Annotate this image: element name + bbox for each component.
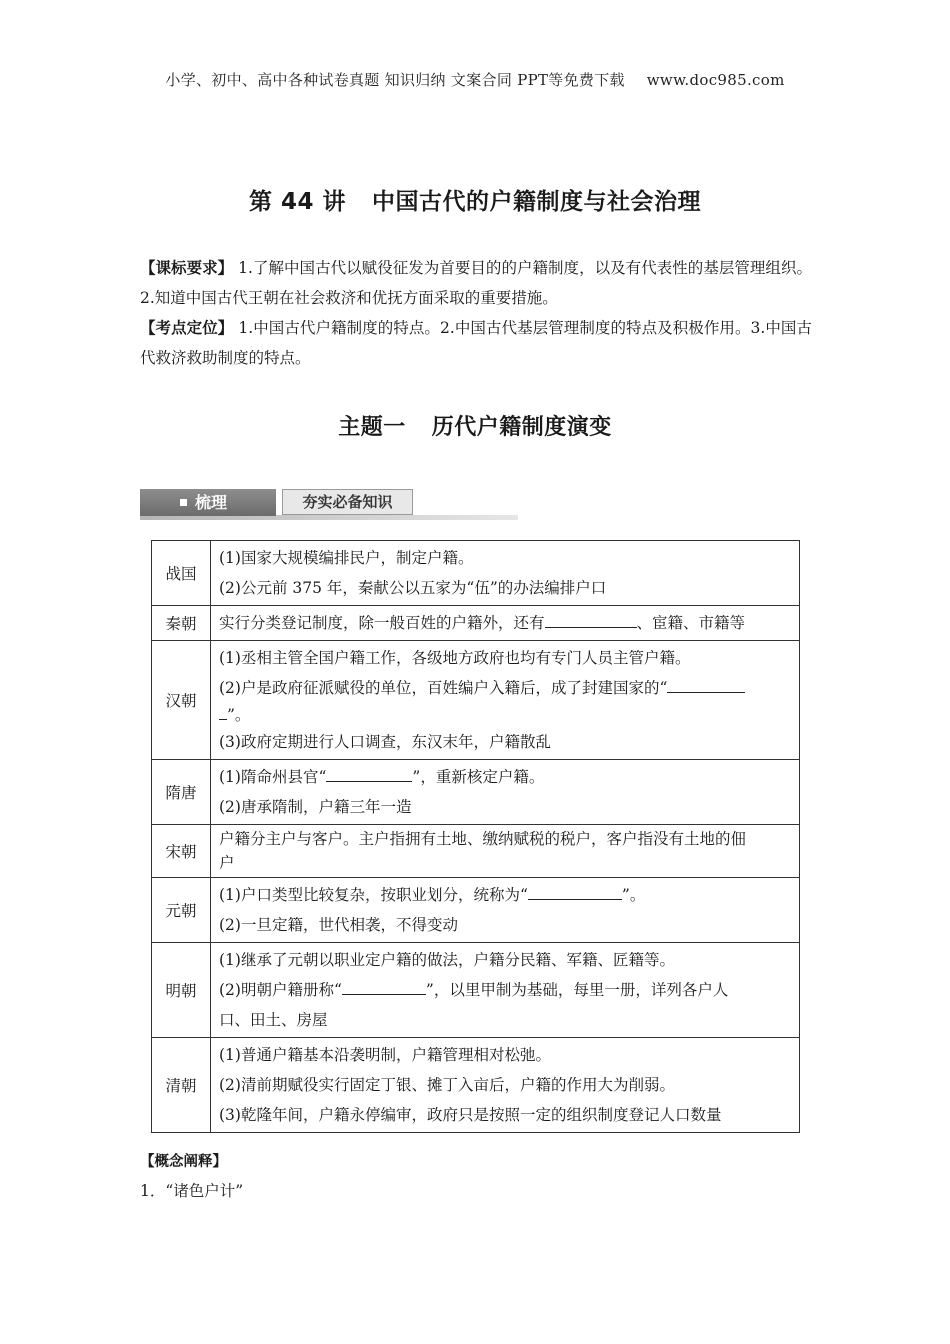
section-number: 主题一 xyxy=(338,415,406,440)
table-row xyxy=(152,541,800,606)
fill-in-blank[interactable] xyxy=(667,677,745,693)
standards-label: 【课标要求】 xyxy=(140,259,234,277)
table-row xyxy=(152,641,800,760)
content-line xyxy=(219,673,793,703)
lecture-number: 第 44 讲 xyxy=(248,189,347,215)
dynasty-cell: 隋唐 xyxy=(152,760,211,825)
standards-text: 1.了解中国古代以赋役征发为首要目的的户籍制度，以及有代表性的基层管理组织。2.知道中国古代王朝在社会救济和优抚方面采取的重要措施。 xyxy=(140,259,812,307)
content-cell xyxy=(211,641,800,760)
dynasty-cell: 元朝 xyxy=(152,878,211,943)
banner-dark-tab xyxy=(140,489,276,516)
lecture-topic: 中国古代的户籍制度与社会治理 xyxy=(372,189,702,215)
line-text-before: (1)户口类型比较复杂，按职业划分，统称为“ xyxy=(219,886,528,904)
dynasty-cell: 宋朝 xyxy=(152,825,211,878)
dynasty-cell: 汉朝 xyxy=(152,641,211,760)
exam-points xyxy=(140,313,812,373)
banner-light-tab: 夯实必备知识 xyxy=(282,489,413,515)
fill-in-blank[interactable] xyxy=(545,612,637,628)
section-name: 历代户籍制度演变 xyxy=(431,415,612,440)
line-text-after: 、宦籍、市籍等 xyxy=(636,614,746,632)
content-cell xyxy=(211,878,800,943)
fill-in-blank[interactable] xyxy=(342,979,426,995)
content-line: 户籍分主户与客户。主户指拥有土地、缴纳赋税的税户，客户指没有土地的佃 xyxy=(219,830,747,848)
page-header xyxy=(0,69,950,90)
content-line: (2)唐承隋制，户籍三年一造 xyxy=(219,798,412,816)
content-line: (2)清前期赋役实行固定丁银、摊丁入亩后，户籍的作用大为削弱。 xyxy=(219,1076,675,1094)
content-cell xyxy=(211,541,800,606)
content-line: (3)政府定期进行人口调查，东汉末年，户籍散乱 xyxy=(219,733,551,751)
exam-points-text: 1.中国古代户籍制度的特点。2.中国古代基层管理制度的特点及积极作用。3.中国古代救济救助制度的特点。 xyxy=(140,319,812,367)
square-bullet-icon xyxy=(180,499,187,506)
content-cell xyxy=(211,760,800,825)
section-banner xyxy=(140,489,518,520)
content-line xyxy=(219,608,793,638)
header-text: 小学、初中、高中各种试卷真题 知识归纳 文案合同 PPT等免费下载 xyxy=(165,71,625,89)
dynasty-cell: 清朝 xyxy=(152,1038,211,1133)
fill-in-blank[interactable] xyxy=(326,766,412,782)
table-row xyxy=(152,878,800,943)
content-cell xyxy=(211,606,800,641)
content-line: (2)公元前 375 年，秦献公以五家为“伍”的办法编排户口 xyxy=(219,579,607,597)
content-line: 户 xyxy=(219,854,235,872)
fill-in-blank[interactable] xyxy=(219,704,227,720)
content-line xyxy=(219,762,793,792)
lecture-title xyxy=(0,183,950,216)
fill-in-blank[interactable] xyxy=(528,884,622,900)
content-line: (3)乾隆年间，户籍永停编审，政府只是按照一定的组织制度登记人口数量 xyxy=(219,1106,722,1124)
table-row xyxy=(152,825,800,878)
content-line: (1)丞相主管全国户籍工作，各级地方政府也均有专门人员主管户籍。 xyxy=(219,649,691,667)
table-row xyxy=(152,943,800,1038)
line-text-after: ”。 xyxy=(227,706,251,724)
dynasty-cell: 秦朝 xyxy=(152,606,211,641)
dynasty-cell: 战国 xyxy=(152,541,211,606)
content-line xyxy=(219,703,793,727)
line-text-after: ”，以里甲制为基础，每里一册，详列各户人 xyxy=(425,981,729,999)
content-line: 口、田土、房屋 xyxy=(219,1011,328,1029)
content-cell xyxy=(211,825,800,878)
banner-dark-label: 梳理 xyxy=(195,493,228,512)
line-text-before: (1)隋命州县官“ xyxy=(219,768,327,786)
content-line: (1)国家大规模编排民户，制定户籍。 xyxy=(219,549,474,567)
table-row xyxy=(152,606,800,641)
concept-heading: 【概念阐释】 xyxy=(140,1154,227,1170)
table-row xyxy=(152,1038,800,1133)
concept-item: 1．“诸色户计” xyxy=(140,1182,244,1200)
curriculum-standards xyxy=(140,253,812,313)
dynasty-cell: 明朝 xyxy=(152,943,211,1038)
line-text-before: (2)户是政府征派赋役的单位，百姓编户入籍后，成了封建国家的“ xyxy=(219,679,668,697)
content-line xyxy=(219,975,793,1005)
exam-points-label: 【考点定位】 xyxy=(140,319,234,337)
header-site[interactable]: www.doc985.com xyxy=(646,71,785,89)
content-line: (1)普通户籍基本沿袭明制，户籍管理相对松弛。 xyxy=(219,1046,551,1064)
content-cell xyxy=(211,1038,800,1133)
line-text-before: (2)明朝户籍册称“ xyxy=(219,981,342,999)
line-text-after: ”。 xyxy=(621,886,646,904)
content-line xyxy=(219,880,793,910)
table-row xyxy=(152,760,800,825)
line-text-before: 实行分类登记制度，除一般百姓的户籍外，还有 xyxy=(219,614,545,632)
household-registration-table xyxy=(151,540,800,1133)
section-title xyxy=(0,410,950,441)
content-line: (1)继承了元朝以职业定户籍的做法，户籍分民籍、军籍、匠籍等。 xyxy=(219,951,675,969)
line-text-after: ”，重新核定户籍。 xyxy=(412,768,545,786)
content-line: (2)一旦定籍，世代相袭，不得变动 xyxy=(219,916,458,934)
content-cell xyxy=(211,943,800,1038)
